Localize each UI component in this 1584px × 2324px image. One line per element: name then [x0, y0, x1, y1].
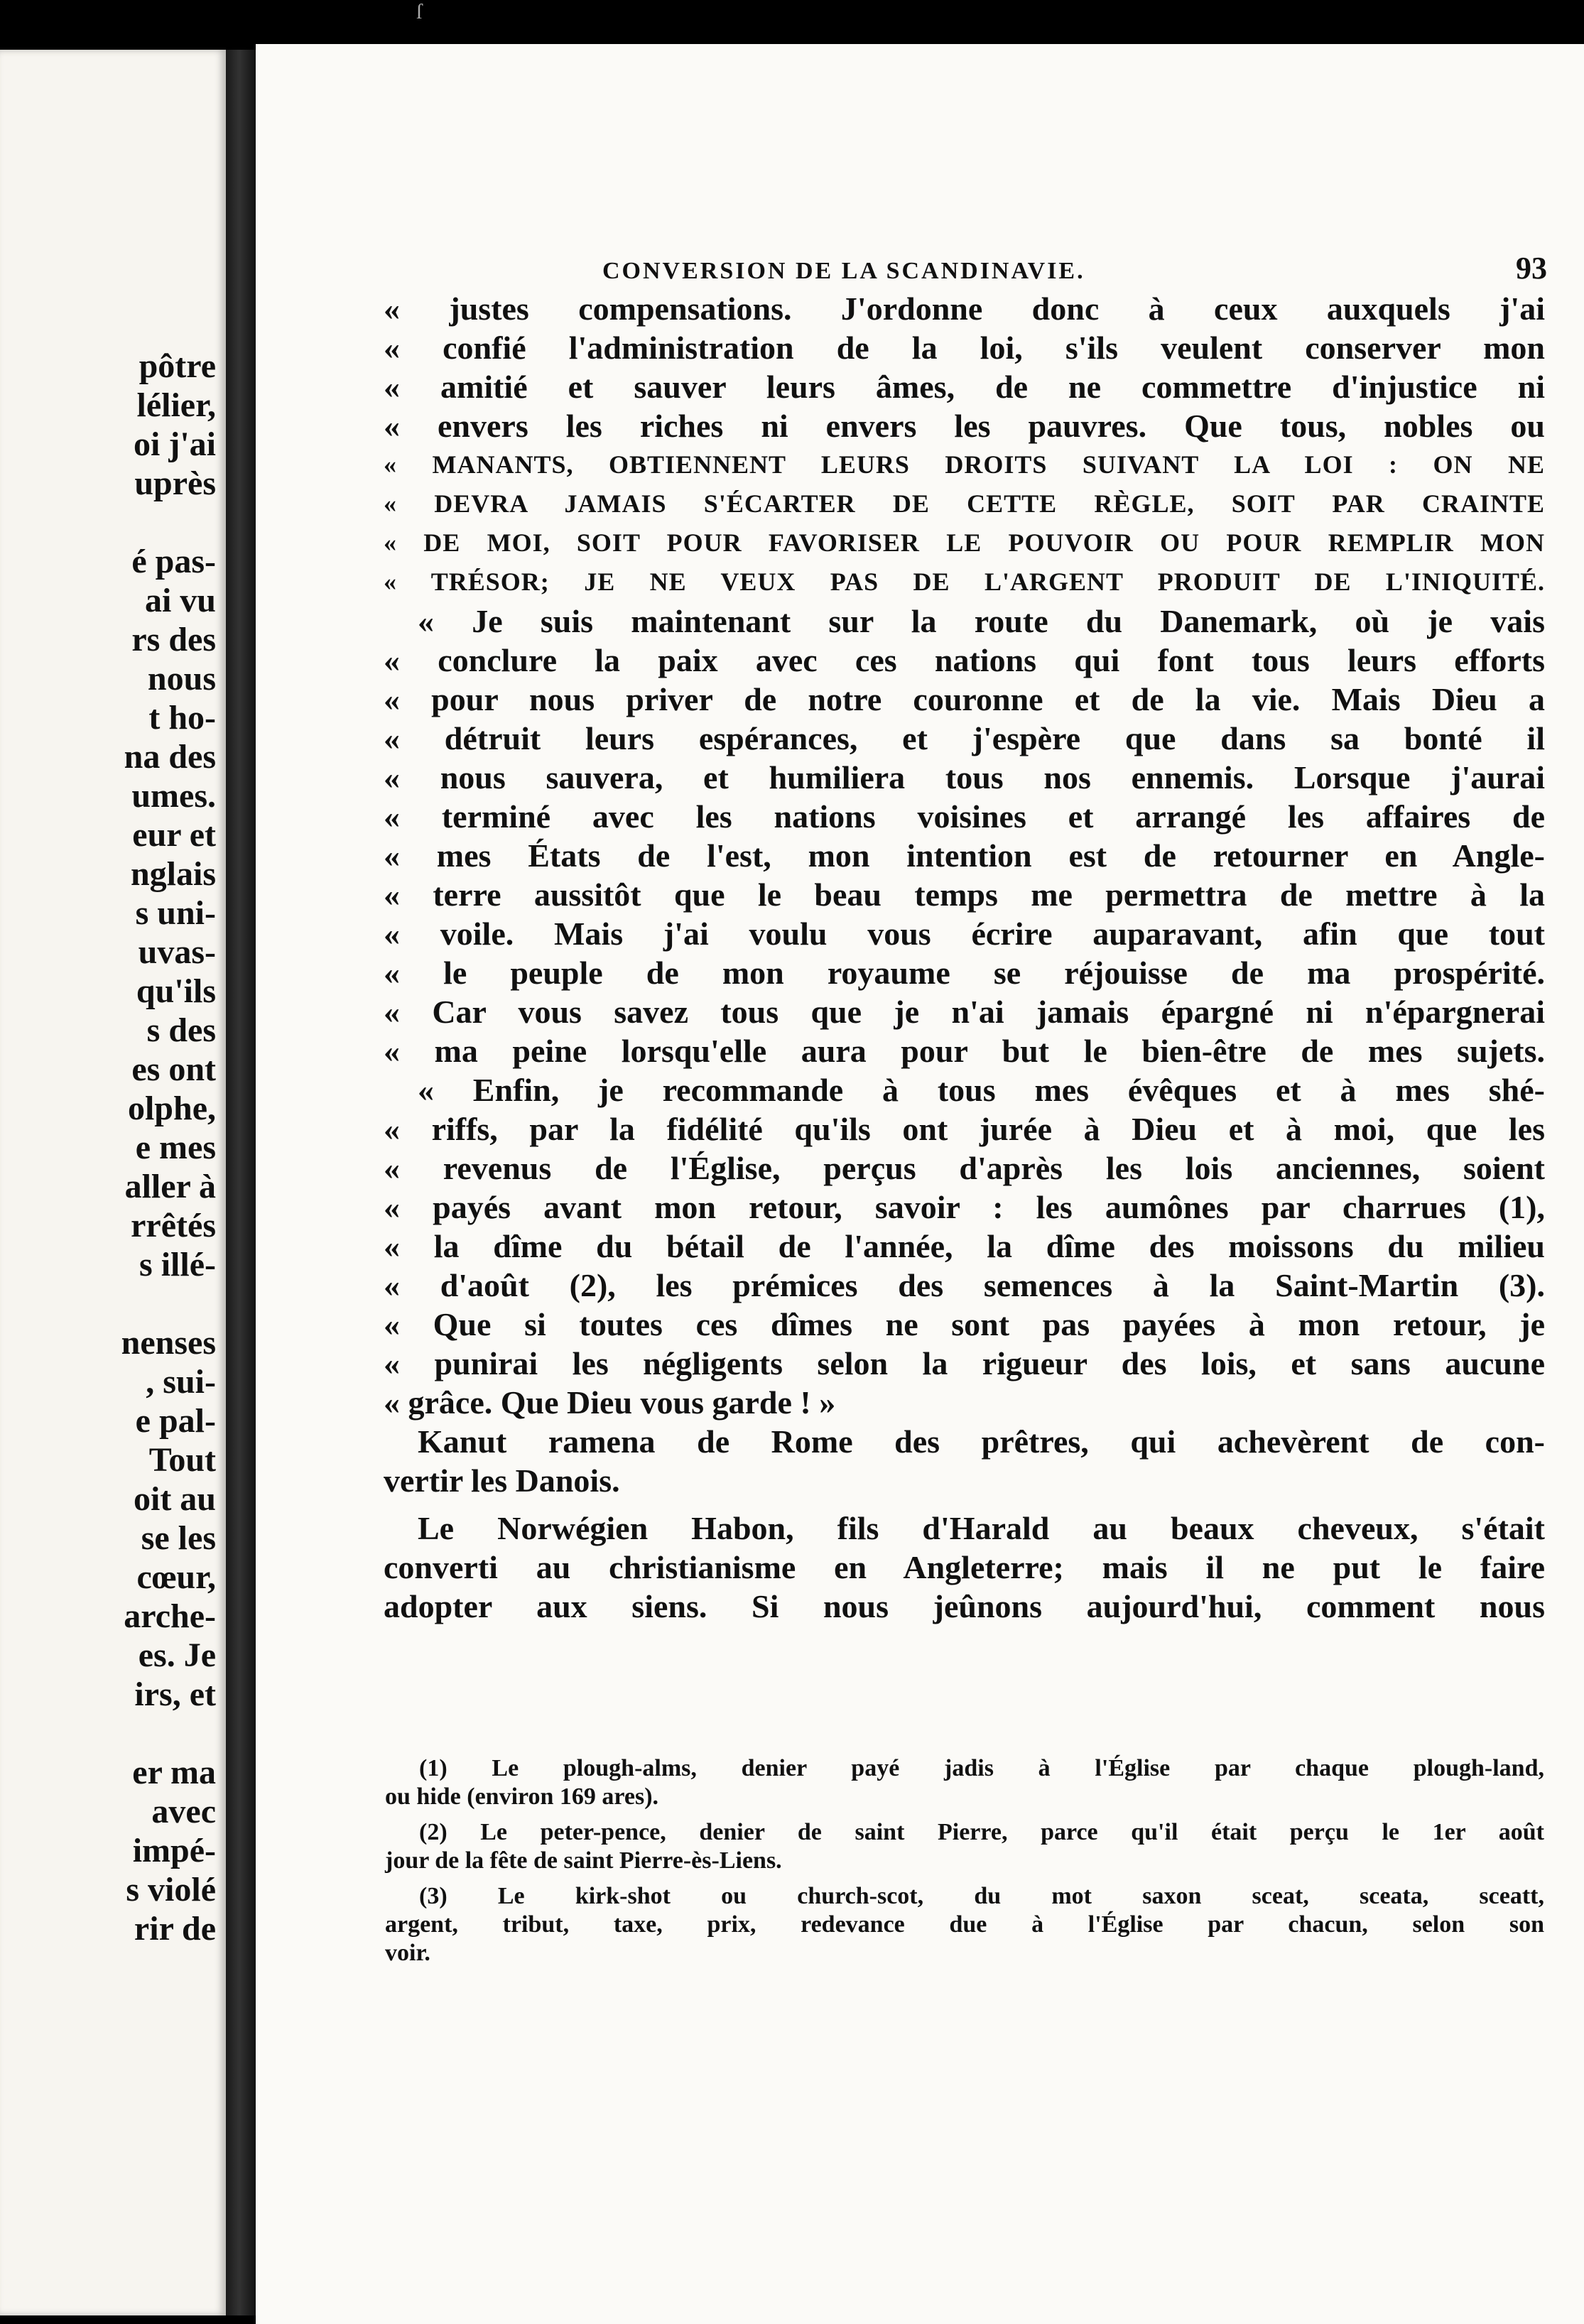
- left-line: es. Je: [138, 1636, 216, 1674]
- left-line: er ma: [132, 1754, 216, 1791]
- left-line: rs des: [131, 621, 216, 658]
- left-line: pôtre: [139, 347, 216, 385]
- left-line: umes.: [131, 777, 216, 815]
- text-line: « Que si toutes ces dîmes ne sont pas payées à mon retour, je: [384, 1306, 1545, 1342]
- footnote-line: (1) Le plough-alms, denier payé jadis à l'Église par chaque plough-land,: [419, 1755, 1544, 1781]
- text-line: « Enfin, je recommande à tous mes évêques et à mes shé-: [418, 1072, 1545, 1108]
- footnote-line: (2) Le peter-pence, denier de saint Pierre, parce qu'il était perçu le 1er août: [419, 1819, 1544, 1845]
- running-head-title: CONVERSION DE LA SCANDINAVIE.: [602, 258, 1085, 284]
- text-line: « confié l'administration de la loi, s'ils veulent conserver mon: [384, 330, 1545, 366]
- text-line: « envers les riches ni envers les pauvres. Que tous, nobles ou: [384, 408, 1545, 444]
- footnotes: [385, 1754, 1544, 1967]
- footnote-line: argent, tribut, taxe, prix, redevance due à l'Église par chacun, selon son: [385, 1911, 1544, 1938]
- left-line: rir de: [134, 1910, 216, 1948]
- left-line: cœur,: [136, 1558, 216, 1596]
- left-line: impé-: [132, 1832, 216, 1869]
- text-line: « ma peine lorsqu'elle aura pour but le bien-être de mes sujets.: [384, 1033, 1545, 1069]
- left-line: nenses: [121, 1324, 216, 1362]
- text-line: « nous sauvera, et humiliera tous nos ennemis. Lorsque j'aurai: [384, 759, 1545, 796]
- left-line: na des: [124, 738, 216, 776]
- text-line: « amitié et sauver leurs âmes, de ne commettre d'injustice ni: [384, 369, 1545, 405]
- left-line: Tout: [148, 1441, 216, 1479]
- left-line: s illé-: [139, 1246, 216, 1283]
- left-line: aller à: [124, 1168, 216, 1205]
- text-line: « punirai les négligents selon la rigueur des lois, et sans aucune: [384, 1345, 1545, 1381]
- text-line: « le peuple de mon royaume se réjouisse de ma prospérité.: [384, 955, 1545, 991]
- text-line: « revenus de l'Église, perçus d'après les lois anciennes, soient: [384, 1150, 1545, 1186]
- right-page: [256, 44, 1584, 2324]
- left-line: s violé: [126, 1871, 216, 1908]
- text-line-small-caps: « MANANTS, OBTIENNENT LEURS DROITS SUIVANT LA LOI : ON NE: [384, 450, 1545, 479]
- left-line: t ho-: [148, 699, 216, 737]
- text-line: vertir les Danois.: [384, 1462, 620, 1499]
- footnote-line: (3) Le kirk-shot ou church-scot, du mot saxon sceat, sceata, sceatt,: [419, 1883, 1544, 1909]
- left-page-fragment: [0, 50, 226, 2315]
- left-line: s uni-: [135, 894, 216, 932]
- left-line: ai vu: [144, 582, 216, 619]
- left-line: olphe,: [127, 1090, 216, 1127]
- left-line: arche-: [124, 1597, 216, 1635]
- text-line: « terre aussitôt que le beau temps me permettra de mettre à la: [384, 876, 1545, 913]
- left-line: lélier,: [136, 386, 216, 424]
- left-line: e pal-: [135, 1402, 216, 1440]
- left-line: uvas-: [138, 933, 216, 971]
- text-line: Le Norwégien Habon, fils d'Harald au beaux cheveux, s'était: [418, 1510, 1545, 1546]
- left-line: uprès: [134, 465, 216, 502]
- text-line-small-caps: « DEVRA JAMAIS S'ÉCARTER DE CETTE RÈGLE, SOIT PAR CRAINTE: [384, 489, 1545, 518]
- body-text: [384, 289, 1545, 1626]
- left-line: se les: [141, 1519, 216, 1557]
- left-line: rrêtés: [131, 1207, 216, 1244]
- footnote-line: ou hide (environ 169 ares).: [385, 1783, 659, 1810]
- left-line: avec: [151, 1793, 216, 1830]
- running-head: [602, 250, 1547, 286]
- left-line: , sui-: [146, 1363, 216, 1401]
- footnote-line: jour de la fête de saint Pierre-ès-Liens.: [385, 1847, 782, 1874]
- left-line: é pas-: [131, 543, 216, 580]
- text-line: « la dîme du bétail de l'année, la dîme des moissons du milieu: [384, 1228, 1545, 1264]
- text-line: adopter aux siens. Si nous jeûnons aujourd'hui, comment nous: [384, 1588, 1545, 1624]
- text-line-small-caps: « TRÉSOR; JE NE VEUX PAS DE L'ARGENT PRODUIT DE L'INIQUITÉ.: [384, 568, 1545, 596]
- text-line: « payés avant mon retour, savoir : les aumônes par charrues (1),: [384, 1189, 1545, 1225]
- text-line: Kanut ramena de Rome des prêtres, qui achevèrent de con-: [418, 1423, 1545, 1460]
- left-line: eur et: [132, 816, 216, 854]
- top-mark: ſ: [416, 0, 423, 23]
- footnote-line: voir.: [385, 1940, 430, 1966]
- text-line: « justes compensations. J'ordonne donc à ceux auxquels j'ai: [384, 290, 1545, 327]
- left-line: e mes: [135, 1129, 216, 1166]
- left-line: qu'ils: [136, 972, 216, 1010]
- text-line: « Je suis maintenant sur la route du Danemark, où je vais: [418, 603, 1545, 639]
- text-line: « terminé avec les nations voisines et arrangé les affaires de: [384, 798, 1545, 835]
- left-line: es ont: [131, 1050, 216, 1088]
- text-line: « conclure la paix avec ces nations qui font tous leurs efforts: [384, 642, 1545, 678]
- left-line: [121, 1714, 216, 1753]
- text-line: converti au christianisme en Angleterre; mais il ne put le faire: [384, 1549, 1545, 1585]
- text-line: « pour nous priver de notre couronne et de la vie. Mais Dieu a: [384, 681, 1545, 717]
- text-line: « voile. Mais j'ai voulu vous écrire auparavant, afin que tout: [384, 916, 1545, 952]
- left-line: [121, 1284, 216, 1323]
- page-number: 93: [1516, 251, 1547, 286]
- left-page-text: [121, 347, 216, 1948]
- text-line: « Car vous savez tous que je n'ai jamais épargné ni n'épargnerai: [384, 994, 1545, 1030]
- text-line: « mes États de l'est, mon intention est de retourner en Angle-: [384, 837, 1545, 874]
- left-line: irs, et: [134, 1676, 216, 1713]
- left-line: oit au: [133, 1480, 216, 1518]
- text-line: « grâce. Que Dieu vous garde ! »: [384, 1384, 836, 1421]
- left-line: s des: [146, 1011, 216, 1049]
- text-line-small-caps: « DE MOI, SOIT POUR FAVORISER LE POUVOIR OU POUR REMPLIR MON: [384, 528, 1545, 557]
- text-line: « détruit leurs espérances, et j'espère que dans sa bonté il: [384, 720, 1545, 756]
- text-line: « riffs, par la fidélité qu'ils ont jurée à Dieu et à moi, que les: [384, 1111, 1545, 1147]
- book-gutter: [226, 50, 256, 2315]
- left-line: [121, 503, 216, 542]
- left-line: nglais: [130, 855, 216, 893]
- left-line: nous: [147, 660, 216, 697]
- text-line: « d'août (2), les prémices des semences à la Saint-Martin (3).: [384, 1267, 1545, 1303]
- left-line: oi j'ai: [134, 425, 216, 463]
